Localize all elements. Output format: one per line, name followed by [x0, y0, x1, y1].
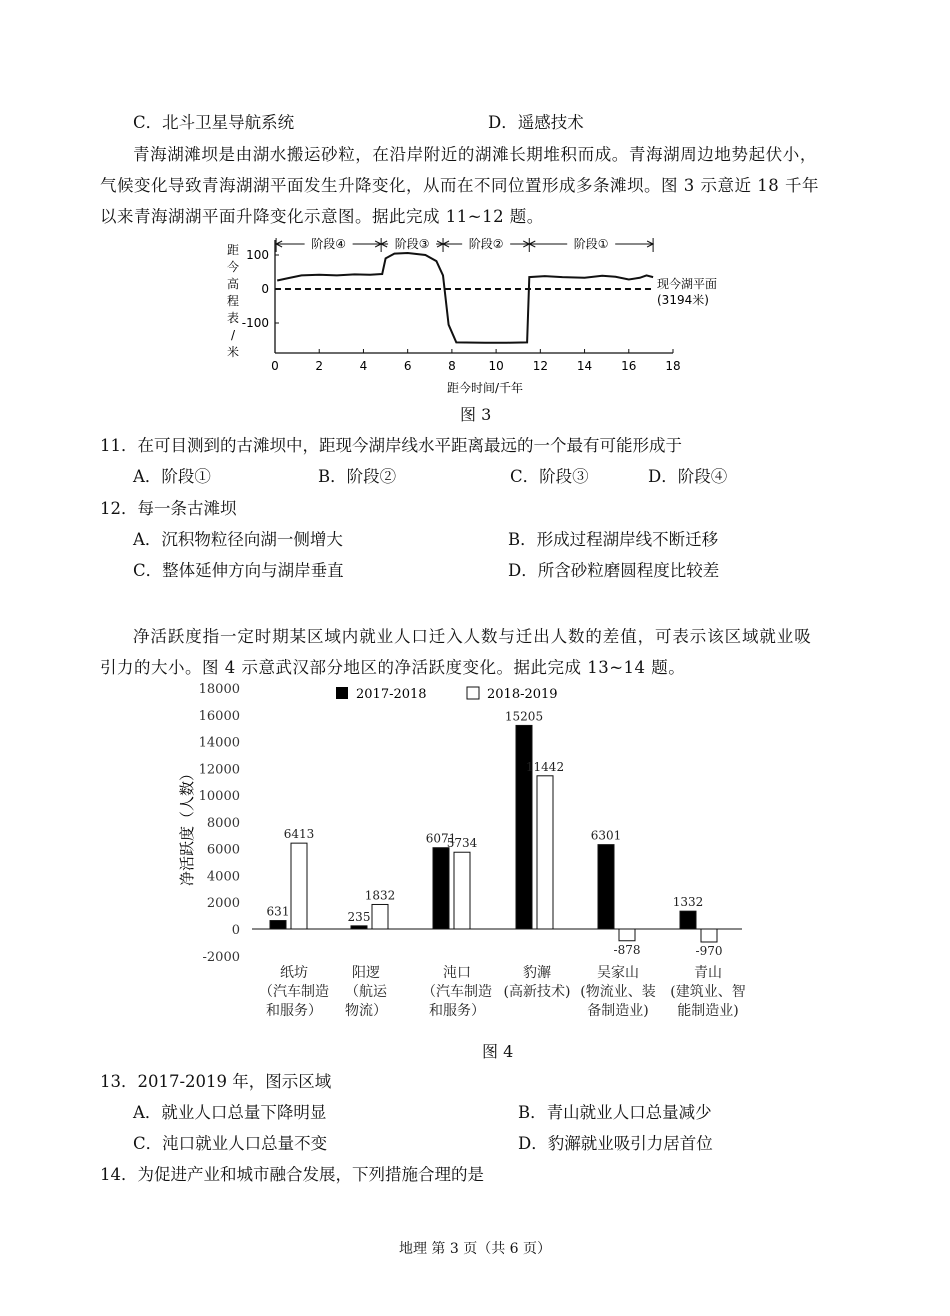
q11-option-a: A．阶段①	[133, 467, 211, 486]
figure4-data-label: 11442	[525, 759, 565, 774]
figure3-ylabel-char: 今	[226, 260, 240, 274]
page-footer: 地理 第 3 页（共 6 页）	[398, 1241, 552, 1257]
figure4-ytick-label: 14000	[198, 735, 240, 751]
figure4-bar	[433, 848, 449, 929]
figure4-data-label: 6413	[283, 827, 315, 842]
figure3-caption: 图 3	[460, 405, 492, 424]
figure4-ytick-label: 16000	[198, 708, 240, 724]
figure4-legend-label: 2018-2019	[487, 687, 558, 702]
q13-option-c: C．沌口就业人口总量不变	[133, 1134, 328, 1153]
figure4-legend-swatch	[467, 687, 479, 699]
q12-option-d: D．所含砂粒磨圆程度比较差	[508, 561, 720, 580]
passage1-line1: 青海湖滩坝是由湖水搬运砂粒，在沿岸附近的湖滩长期堆积而成。青海湖周边地势起伏小，	[133, 145, 817, 164]
figure4-data-label: 5734	[446, 836, 478, 851]
q13-option-d: D．豹澥就业吸引力居首位	[518, 1134, 713, 1153]
figure3-level-curve	[277, 253, 653, 343]
figure3-stage-label: 阶段②	[468, 237, 504, 251]
passage1-line2: 气候变化导致青海湖湖平面发生升降变化，从而在不同位置形成多条滩坝。图 3 示意近 18 千年	[100, 176, 819, 195]
figure3-ylabel-char: /	[230, 328, 236, 342]
figure3-xtick-label: 14	[576, 359, 593, 373]
figure4-category-label: (高新技术)	[503, 984, 571, 1000]
passage2-line2: 引力的大小。图 4 示意武汉部分地区的净活跃度变化。据此完成 13~14 题。	[100, 658, 686, 677]
figure4-bar	[701, 929, 717, 942]
q12-option-b: B．形成过程湖岸线不断迁移	[508, 530, 719, 549]
figure3-xtick-label: 6	[403, 359, 412, 373]
figure4-category-label: 和服务）	[266, 1003, 322, 1019]
figure3-ytick-label: 100	[246, 248, 269, 262]
figure3-ref-value: (3194米)	[657, 293, 709, 307]
q11-option-c: C．阶段③	[510, 467, 589, 486]
figure4-ytick-label: 6000	[206, 842, 240, 858]
figure4-category-label: 豹澥	[523, 965, 551, 981]
figure4-data-label: -878	[613, 942, 641, 957]
q13-option-a: A．就业人口总量下降明显	[133, 1103, 327, 1122]
figure4-category-label: （汽车制造	[422, 984, 492, 1000]
figure4-ytick-label: 4000	[206, 869, 240, 885]
figure3-ylabel-char: 距	[226, 243, 240, 257]
figure4-category-label: 纸坊	[280, 965, 308, 981]
figure4-caption: 图 4	[482, 1042, 514, 1061]
figure4-data-label: 1332	[672, 895, 704, 910]
q13-stem: 13．2017-2019 年，图示区域	[100, 1072, 332, 1091]
q12-stem: 12．每一条古滩坝	[100, 499, 237, 518]
figure4-category-label: (物流业、装	[580, 984, 656, 1000]
figure4-ytick-label: 18000	[198, 682, 240, 697]
q12-option-c: C．整体延伸方向与湖岸垂直	[133, 561, 344, 580]
figure3-lake-level-chart	[220, 232, 718, 398]
q13-option-b: B．青山就业人口总量减少	[518, 1103, 712, 1122]
figure4-bar	[372, 904, 388, 929]
figure4-data-label: 235	[347, 909, 371, 924]
figure3-ylabel-char: 表	[226, 311, 240, 325]
q11-stem: 11．在可目测到的古滩坝中，距现今湖岸线水平距离最远的一个最有可能形成于	[100, 436, 682, 455]
figure4-yticks	[199, 682, 240, 965]
figure3-ylabel	[227, 243, 239, 359]
figure3-xlabel: 距今时间/千年	[446, 381, 524, 395]
figure4-data-label: 6301	[590, 828, 622, 843]
figure3-xtick-label: 8	[448, 359, 456, 373]
figure4-net-activity-chart	[170, 678, 760, 1030]
figure4-data-label: 6071	[425, 831, 457, 846]
figure4-ytick-label: 10000	[198, 789, 240, 805]
figure4-category-label: 吴家山	[597, 965, 639, 981]
figure4-bar	[270, 921, 286, 929]
figure4-category-label: 物流）	[345, 1003, 387, 1019]
figure4-category-labels	[259, 964, 746, 1019]
figure4-bar	[680, 911, 696, 929]
figure4-data-label: 1832	[364, 888, 396, 903]
figure4-data-label: -970	[695, 943, 723, 958]
figure4-bar	[351, 926, 367, 929]
figure4-category-label: 青山	[694, 965, 722, 981]
figure3-stage-label: 阶段①	[573, 237, 609, 251]
figure4-legend-label: 2017-2018	[356, 687, 427, 702]
figure4-ytick-label: 12000	[198, 762, 240, 778]
q10-option-c: C．北斗卫星导航系统	[133, 113, 295, 132]
figure3-ytick-label: 0	[261, 282, 269, 296]
figure4-bars	[267, 709, 723, 958]
figure4-data-label: 15205	[504, 709, 544, 724]
figure4-legend	[336, 687, 558, 702]
figure4-category-label: 阳逻	[352, 965, 380, 981]
q14-stem: 14．为促进产业和城市融合发展，下列措施合理的是	[100, 1165, 484, 1184]
figure3-xtick-label: 18	[665, 359, 681, 373]
figure3-yticks	[242, 248, 279, 330]
passage2-line1: 净活跃度指一定时期某区域内就业人口迁入人数与迁出人数的差值，可表示该区域就业吸	[133, 627, 812, 646]
figure4-bar	[454, 852, 470, 929]
figure3-stage-label: 阶段③	[394, 237, 430, 251]
figure3-ylabel-char: 高	[226, 277, 240, 291]
figure3-xtick-label: 12	[532, 359, 548, 373]
figure3-xtick-label: 4	[359, 359, 368, 373]
figure4-category-label: 沌口	[443, 965, 471, 981]
figure4-category-label: （航运	[345, 984, 387, 1000]
figure4-ytick-label: -2000	[202, 949, 240, 965]
figure4-category-label: (建筑业、智	[670, 984, 746, 1000]
q11-option-d: D．阶段④	[648, 467, 728, 486]
figure3-ytick-label: -100	[241, 316, 269, 330]
figure4-bar	[537, 776, 553, 929]
q11-option-b: B．阶段②	[318, 467, 397, 486]
figure3-stage-label: 阶段④	[311, 237, 347, 251]
figure3-ref-label: 现今湖平面	[657, 277, 718, 291]
figure4-category-label: 和服务）	[429, 1003, 485, 1019]
figure4-ytick-label: 0	[231, 923, 240, 938]
figure3-xtick-label: 0	[271, 359, 279, 373]
figure4-ylabel: 净活跃度（人数）	[178, 765, 196, 887]
figure4-bar	[516, 725, 532, 929]
figure3-ylabel-char: 程	[226, 294, 240, 308]
q10-option-d: D．遥感技术	[488, 113, 584, 132]
figure3-xtick-label: 10	[488, 359, 504, 373]
figure3-stage-brackets	[276, 237, 653, 252]
figure4-ytick-label: 2000	[206, 896, 240, 912]
figure3-axes	[275, 240, 673, 353]
figure3-xtick-label: 16	[621, 359, 637, 373]
figure3-ylabel-char: 米	[226, 345, 240, 359]
figure4-bar	[291, 843, 307, 929]
figure4-ytick-label: 8000	[206, 815, 240, 831]
figure4-category-label: （汽车制造	[259, 984, 329, 1000]
figure4-data-label: 631	[266, 904, 290, 919]
passage1-line3: 以来青海湖湖平面升降变化示意图。据此完成 11~12 题。	[100, 207, 544, 226]
figure4-category-label: 备制造业)	[587, 1003, 649, 1019]
q12-option-a: A．沉积物粒径向湖一侧增大	[133, 530, 343, 549]
figure4-category-label: 能制造业)	[677, 1003, 739, 1019]
figure4-bar	[598, 845, 614, 929]
figure4-bar	[619, 929, 635, 941]
figure4-legend-swatch	[336, 687, 348, 699]
figure3-xtick-label: 2	[315, 359, 324, 373]
